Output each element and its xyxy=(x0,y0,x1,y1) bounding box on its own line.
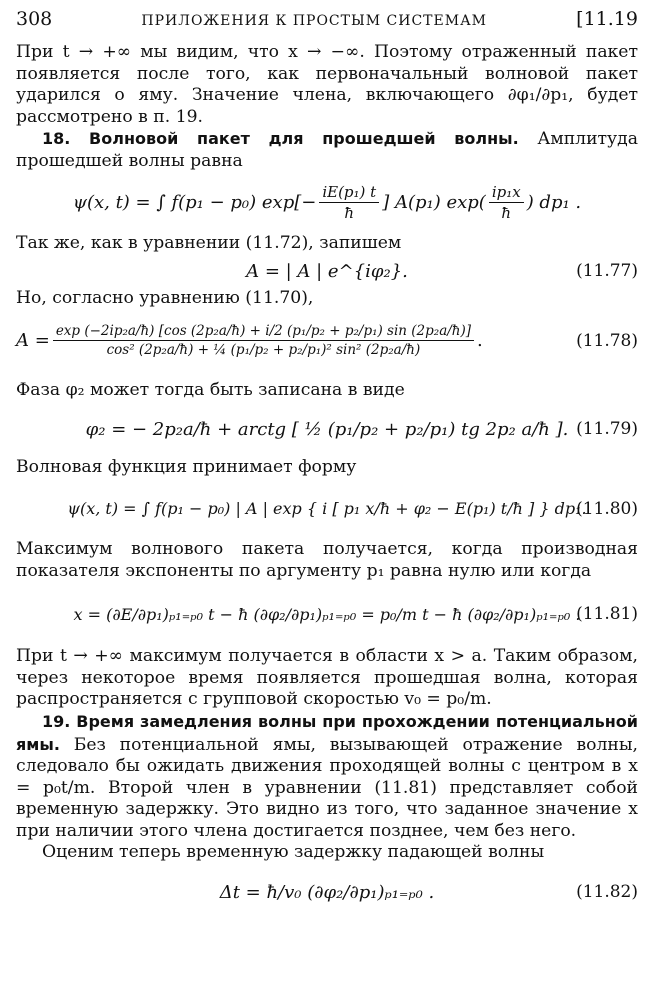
equation-11-77 xyxy=(16,254,638,288)
section-18-intro: Амплитуда прошедшей волны равна xyxy=(16,129,638,171)
equation-11-78-lhs: A = xyxy=(16,330,50,352)
book-page xyxy=(16,8,638,920)
equation-number: (11.79) xyxy=(576,419,638,440)
fraction-numerator: iE(p₁) t xyxy=(319,183,379,203)
fraction xyxy=(489,183,524,222)
section-19-text: Без потенциальной ямы, вызывающей отражение волны, следовало бы ожидать движения проходящей волны с центром в x = p₀t/m. Второй член в уравнении (11.81) представляет собой временную задержку. Это видно из того, что заданное значение x при наличии этого члена достигается позднее, чем без него. xyxy=(16,734,638,841)
equation-11-79-body: φ₂ = − 2p₂a/ħ + arctg [ ½ (p₁/p₂ + p₂/p₁) tg 2p₂ a/ħ ]. xyxy=(85,418,569,440)
fraction-denominator: ħ xyxy=(501,204,512,223)
fraction-big xyxy=(53,323,474,358)
fraction-numerator: ip₁x xyxy=(489,183,524,203)
equation-number: (11.82) xyxy=(576,882,638,903)
equation-psi-transmitted xyxy=(16,173,638,233)
equation-psi-part3: ) dp₁ . xyxy=(526,192,582,214)
equation-11-80 xyxy=(16,479,638,539)
equation-11-80-body: ψ(x, t) = ∫ f(p₁ − p₀) | A | exp { i [ p₁ x/ħ + φ₂ − E(p₁) t/ħ ] } dp₁. xyxy=(67,499,587,519)
fraction-numerator: exp (−2ip₂a/ħ) [cos (2p₂a/ħ) + i/2 (p₁/p₂ + p₂/p₁) sin (2p₂a/ħ)] xyxy=(53,323,474,341)
equation-number: (11.80) xyxy=(576,498,638,519)
equation-11-82-body: Δt = ħ/v₀ (∂φ₂/∂p₁)ₚ₁₌ₚ₀ . xyxy=(219,881,435,903)
fraction-denominator: ħ xyxy=(344,204,355,223)
equation-11-81-body: x = (∂E/∂p₁)ₚ₁₌ₚ₀ t − ħ (∂φ₂/∂p₁)ₚ₁₌ₚ₀ = p₀/m t − ħ (∂φ₂/∂p₁)ₚ₁₌ₚ₀ . xyxy=(73,604,581,624)
fraction-denominator: cos² (2p₂a/ħ) + ¼ (p₁/p₂ + p₂/p₁)² sin² (2p₂a/ħ) xyxy=(106,342,421,359)
paragraph-wave-function: Волновая функция принимает форму xyxy=(16,457,357,478)
section-19 xyxy=(16,711,638,843)
paragraph-transmitted-wave: При t → +∞ максимум получается в области x > a. Таким образом, через некоторое время появляется прошедшая волна, которая распространяется с групповой скоростью v₀ = p₀/m. xyxy=(16,646,638,710)
equation-number: (11.78) xyxy=(576,330,638,351)
period: . xyxy=(477,330,483,352)
section-ref: [11.19 xyxy=(576,8,638,30)
equation-11-79 xyxy=(16,401,638,457)
equation-psi-part1: ψ(x, t) = ∫ f(p₁ − p₀) exp[− xyxy=(72,192,317,214)
paragraph-estimate-delay: Оценим теперь временную задержку падающей волны xyxy=(42,842,545,863)
equation-11-81 xyxy=(16,582,638,646)
running-title: ПРИЛОЖЕНИЯ К ПРОСТЫМ СИСТЕМАМ xyxy=(141,13,488,29)
equation-number: (11.81) xyxy=(576,604,638,625)
paragraph-reflected-packet: При t → +∞ мы видим, что x → −∞. Поэтому отраженный пакет появляется после того, как первоначальный волновой пакет ударился о яму. Значение члена, включающего ∂φ₁/∂p₁, будет рассмотрено в п. 19. xyxy=(16,42,638,127)
equation-psi-part2: ] A(p₁) exp( xyxy=(382,192,486,214)
page-number: 308 xyxy=(16,8,53,30)
section-19-heading: 19. Время замедления волны при прохождении потенциальной ямы. xyxy=(16,711,638,754)
fraction xyxy=(319,183,379,222)
equation-11-77-body: A = | A | e^{iφ₂}. xyxy=(246,260,408,282)
section-18-heading: 18. Волновой пакет для прошедшей волны. xyxy=(42,129,519,149)
equation-number: (11.77) xyxy=(576,261,638,282)
paragraph-maximum: Максимум волнового пакета получается, когда производная показателя экспоненты по аргументу p₁ равна нулю или когда xyxy=(16,538,638,581)
spacer xyxy=(16,372,638,380)
paragraph-as-in-eq-11-72: Так же, как в уравнении (11.72), запишем xyxy=(16,232,402,253)
paragraph-phase: Фаза φ₂ может тогда быть записана в виде xyxy=(16,379,405,400)
equation-11-78 xyxy=(16,310,638,372)
paragraph-according-to-11-70: Но, согласно уравнению (11.70), xyxy=(16,288,314,309)
section-18 xyxy=(16,128,638,172)
equation-11-82 xyxy=(16,864,638,920)
running-header xyxy=(16,8,638,42)
